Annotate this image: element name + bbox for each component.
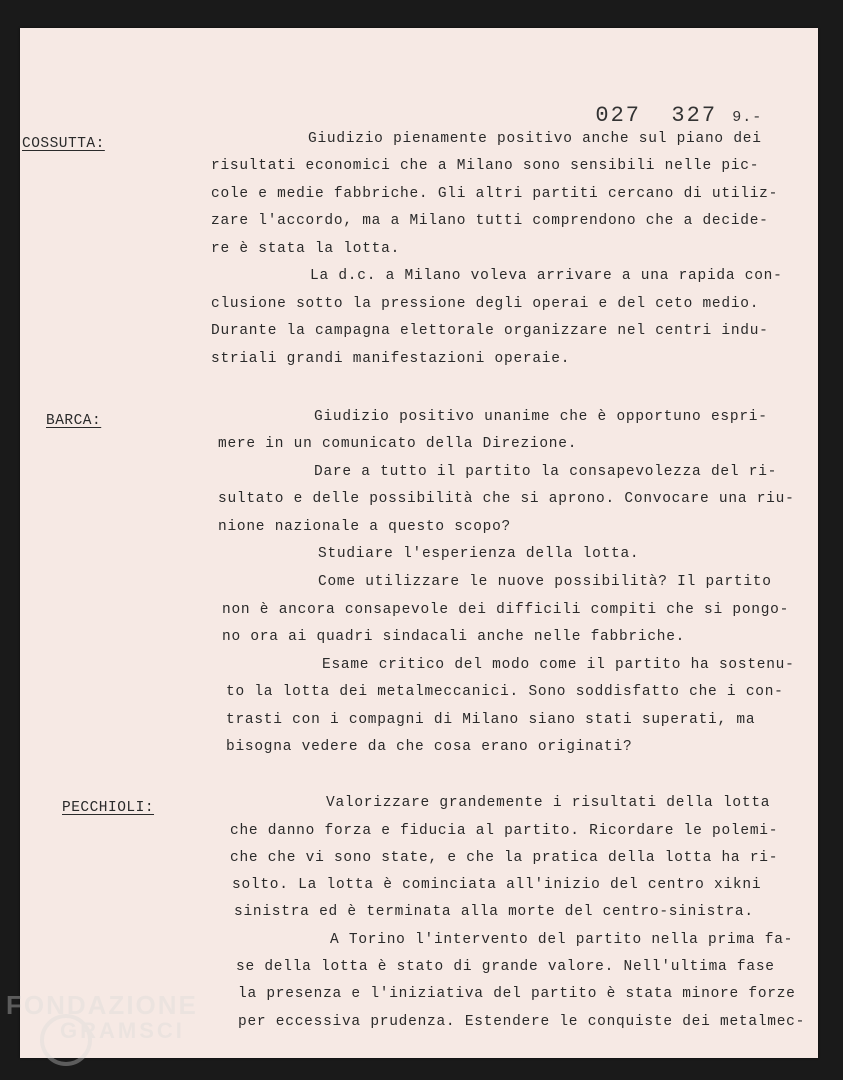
text-line: Giudizio pienamente positivo anche sul piano dei [308, 131, 762, 147]
text-line: non è ancora consapevole dei difficili compiti che si pongo- [222, 602, 790, 618]
text-line: cole e medie fabbriche. Gli altri partiti cercano di utiliz- [211, 186, 779, 202]
text-line: Giudizio positivo unanime che è opportuno espri- [314, 409, 768, 425]
speaker-pecchioli: PECCHIOLI: [62, 800, 155, 816]
text-line: bisogna vedere da che cosa erano originati? [226, 739, 633, 755]
text-line: che che vi sono state, e che la pratica della lotta ha ri- [230, 850, 779, 866]
text-line: se della lotta è stato di grande valore. Nell'ultima fase [236, 959, 775, 975]
text-line: che danno forza e fiducia al partito. Ricordare le polemi- [230, 823, 779, 839]
text-line: zare l'accordo, ma a Milano tutti comprendono che a decide- [211, 213, 769, 229]
page-number-text: 027 327 [595, 103, 718, 128]
text-line: Valorizzare grandemente i risultati della lotta [326, 795, 771, 811]
text-line: Dare a tutto il partito la consapevolezza del ri- [314, 464, 778, 480]
text-line: risultati economici che a Milano sono sensibili nelle pic- [211, 158, 760, 174]
text-line: striali grandi manifestazioni operaie. [211, 351, 571, 367]
text-line: solto. La lotta è cominciata all'inizio del centro xikni [232, 877, 762, 893]
page-number [565, 78, 762, 128]
text-line: A Torino l'intervento del partito nella prima fa- [330, 932, 794, 948]
text-line: sinistra ed è terminata alla morte del centro-sinistra. [234, 904, 754, 920]
speaker-cossutta: COSSUTTA: [22, 136, 105, 152]
page-suffix: 9.- [732, 109, 763, 126]
watermark-line2: GRAMSCI [60, 1018, 185, 1043]
speaker-barca: BARCA: [46, 413, 102, 429]
text-line: Come utilizzare le nuove possibilità? Il partito [318, 574, 772, 590]
text-line: sultato e delle possibilità che si aprono. Convocare una riu- [218, 491, 795, 507]
watermark-line1: FONDAZIONE [6, 990, 198, 1020]
text-line: Studiare l'esperienza della lotta. [318, 546, 640, 562]
text-line: La d.c. a Milano voleva arrivare a una rapida con- [310, 268, 783, 284]
text-line: per eccessiva prudenza. Estendere le conquiste dei metalmec- [238, 1014, 806, 1030]
text-line: Durante la campagna elettorale organizzare nel centri indu- [211, 323, 769, 339]
text-line: re è stata la lotta. [211, 241, 401, 257]
text-line: clusione sotto la pressione degli operai e del ceto medio. [211, 296, 760, 312]
text-line: to la lotta dei metalmeccanici. Sono soddisfatto che i con- [226, 684, 784, 700]
text-line: Esame critico del modo come il partito ha sostenu- [322, 657, 795, 673]
text-line: no ora ai quadri sindacali anche nelle fabbriche. [222, 629, 686, 645]
text-line: la presenza e l'iniziativa del partito è stata minore forze [238, 986, 796, 1002]
text-line: mere in un comunicato della Direzione. [218, 436, 578, 452]
text-line: nione nazionale a questo scopo? [218, 519, 511, 535]
text-line: trasti con i compagni di Milano siano stati superati, ma [226, 712, 756, 728]
